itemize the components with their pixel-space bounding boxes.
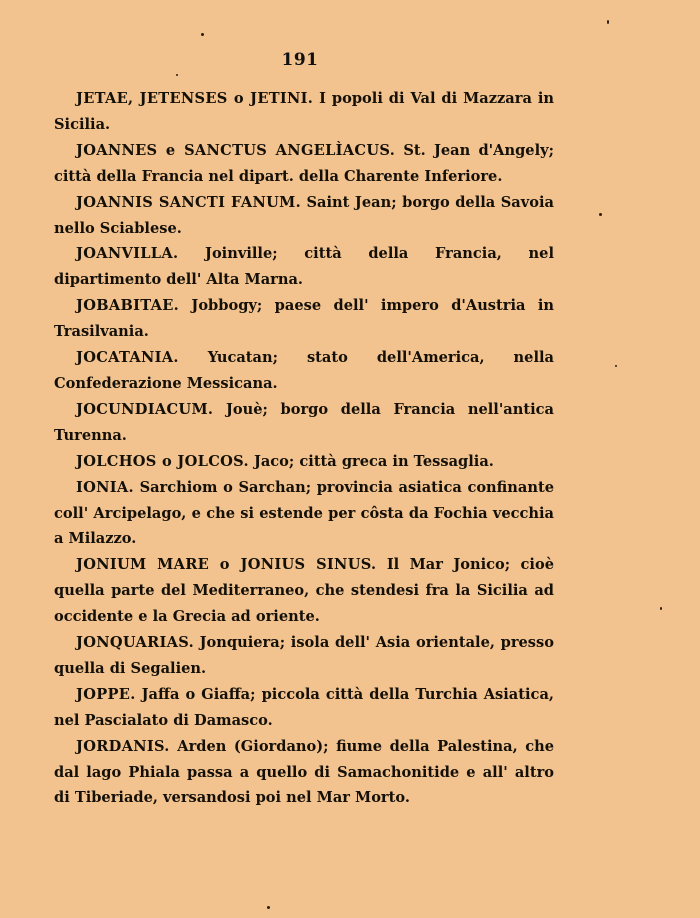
entry-ionia	[54, 475, 554, 553]
gazetteer-entries	[54, 86, 554, 811]
entry-headword: IONIA.	[76, 478, 134, 496]
entry-text: I popoli di Val di Mazzara in Sicilia.	[54, 90, 554, 133]
print-speck	[615, 365, 617, 367]
entry-headword: JETAE, JETENSES o JETINI.	[76, 90, 314, 107]
print-speck	[176, 74, 178, 76]
page-number: 191	[281, 50, 319, 70]
entry-text: Saint Jean; borgo della Savoia nello Sciablese.	[54, 193, 554, 237]
entry-joannes	[54, 138, 554, 190]
entry-headword: JOBABITAE.	[76, 297, 180, 315]
entry-headword: JONIUM MARE o JONIUS SINUS.	[76, 556, 377, 574]
entry-jocatania	[54, 345, 554, 397]
print-speck	[660, 607, 662, 610]
entry-headword: JOCUNDIACUM.	[76, 400, 214, 418]
entry-jetae	[54, 86, 554, 138]
entry-text: Jouè; borgo della Francia nell'antica Turenna.	[54, 400, 554, 444]
entry-joppe	[54, 682, 554, 734]
entry-headword: JOANVILLA.	[76, 245, 179, 263]
entry-joanvilla	[54, 241, 554, 293]
entry-text: Arden (Giordano); fiume della Palestina, che dal lago Phiala passa a quello di Samachonitide e all' altro di Tiberiade, versandosi poi nel Mar Morto.	[54, 737, 554, 807]
entry-text: Yucatan; stato dell'America, nella Confederazione Messicana.	[54, 349, 554, 392]
entry-jobabitae	[54, 293, 554, 345]
entry-text: Sarchiom o Sarchan; provincia asiatica confinante coll' Arcipelago, e che si estende per côsta da Fochia vecchia a Milazzo.	[54, 478, 554, 548]
entry-text: Il Mar Jonico; cioè quella parte del Mediterraneo, che stendesi fra la Sicilia ad occidente e la Grecia ad oriente.	[54, 556, 554, 626]
entry-jonquarias	[54, 630, 554, 682]
entry-headword: JOANNIS SANCTI FANUM.	[76, 193, 301, 211]
entry-joannis	[54, 190, 554, 242]
entry-text: Jaco; città greca in Tessaglia.	[253, 452, 494, 470]
print-speck	[201, 33, 204, 36]
entry-text: Joinville; città della Francia, nel dipartimento dell' Alta Marna.	[54, 245, 554, 289]
entry-jonium-mare	[54, 552, 554, 630]
entry-jordanis	[54, 734, 554, 812]
entry-headword: JORDANIS.	[76, 737, 170, 755]
entry-headword: JOPPE.	[76, 685, 136, 703]
entry-jocundiacum	[54, 397, 554, 449]
entry-headword: JONQUARIAS.	[76, 634, 194, 652]
entry-text: Jaffa o Giaffa; piccola città della Turchia Asiatica, nel Pascialato di Damasco.	[54, 685, 554, 729]
print-speck	[607, 20, 609, 24]
entry-text: Jonquiera; isola dell' Asia orientale, presso quella di Segalien.	[54, 634, 554, 677]
print-speck	[267, 906, 270, 909]
entry-headword: JOCATANIA.	[76, 349, 179, 367]
entry-headword: JOLCHOS o JOLCOS.	[76, 452, 249, 470]
entry-text: St. Jean d'Angely; città della Francia nel dipart. della Charente Inferiore.	[54, 141, 554, 185]
entry-text: Jobbogy; paese dell' impero d'Austria in Trasilvania.	[54, 297, 554, 341]
entry-headword: JOANNES e SANCTUS ANGELÌACUS.	[76, 141, 396, 159]
print-speck	[599, 213, 602, 216]
entry-jolchos	[54, 449, 554, 475]
